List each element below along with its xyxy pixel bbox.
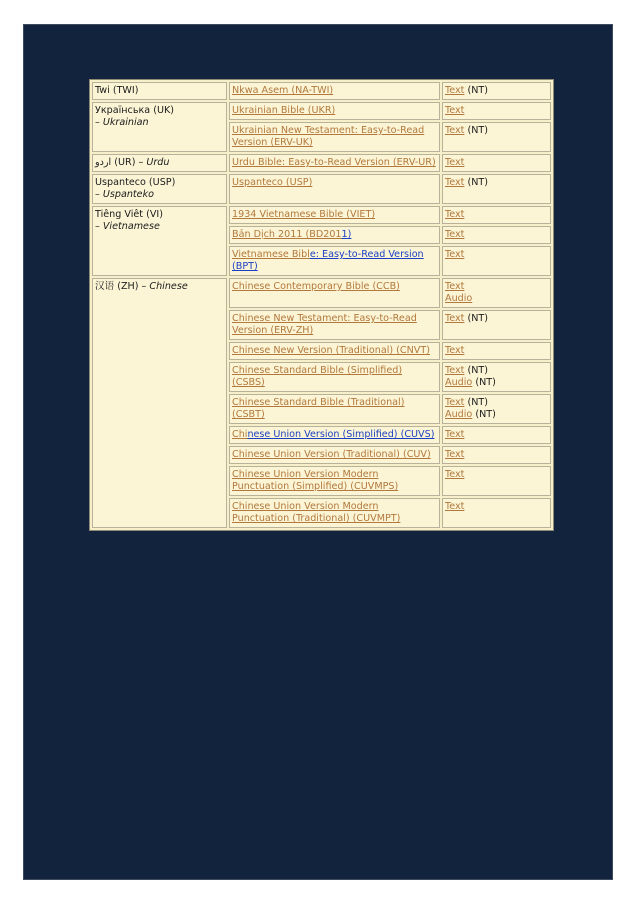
format-cell bbox=[442, 394, 551, 424]
nt-note: (NT) bbox=[464, 125, 488, 136]
text-link[interactable]: Text bbox=[445, 157, 465, 168]
version-link[interactable]: Chinese New Testament: Easy-to-Read Version (ERV-ZH) bbox=[232, 313, 417, 336]
language-cell bbox=[92, 278, 227, 528]
text-link[interactable]: Text bbox=[445, 177, 465, 188]
version-link-tail[interactable]: 1) bbox=[341, 229, 352, 240]
version-link[interactable]: Urdu Bible: Easy-to-Read Version (ERV-UR) bbox=[232, 157, 436, 168]
version-cell bbox=[229, 394, 440, 424]
format-cell bbox=[442, 246, 551, 276]
text-link[interactable]: Text bbox=[445, 85, 465, 96]
version-cell bbox=[229, 82, 440, 100]
format-cell bbox=[442, 82, 551, 100]
version-link-tail[interactable]: e: Easy-to-Read Version (BPT) bbox=[232, 249, 424, 272]
format-cell bbox=[442, 426, 551, 444]
nt-note: (NT) bbox=[472, 409, 496, 420]
language-cell bbox=[92, 174, 227, 204]
audio-link[interactable]: Audio bbox=[445, 293, 473, 304]
format-cell bbox=[442, 498, 551, 528]
version-link[interactable]: Chinese New Version (Traditional) (CNVT) bbox=[232, 345, 430, 356]
version-cell bbox=[229, 498, 440, 528]
language-english: Urdu bbox=[146, 157, 170, 168]
language-english: – Vietnamese bbox=[95, 221, 160, 232]
language-native-name: اردو bbox=[95, 157, 112, 168]
language-cell bbox=[92, 206, 227, 276]
text-link[interactable]: Text bbox=[445, 249, 465, 260]
version-link[interactable]: 1934 Vietnamese Bible (VIET) bbox=[232, 209, 376, 220]
version-link[interactable]: Uspanteco (USP) bbox=[232, 177, 313, 188]
version-cell bbox=[229, 226, 440, 244]
table-row bbox=[92, 154, 551, 172]
language-name: 汉语 (ZH) – bbox=[95, 281, 150, 292]
format-cell bbox=[442, 154, 551, 172]
format-cell bbox=[442, 446, 551, 464]
bible-versions-table bbox=[89, 79, 554, 531]
version-link[interactable]: Ukrainian Bible (UKR) bbox=[232, 105, 336, 116]
nt-note: (NT) bbox=[472, 377, 496, 388]
table-row bbox=[92, 174, 551, 204]
format-cell bbox=[442, 206, 551, 224]
format-cell bbox=[442, 278, 551, 308]
text-link[interactable]: Text bbox=[445, 449, 465, 460]
version-link[interactable]: Chinese Standard Bible (Simplified) (CSBS) bbox=[232, 365, 403, 388]
version-cell bbox=[229, 206, 440, 224]
version-cell bbox=[229, 246, 440, 276]
version-cell bbox=[229, 310, 440, 340]
version-link[interactable]: Nkwa Asem (NA-TWI) bbox=[232, 85, 334, 96]
nt-note: (NT) bbox=[464, 365, 488, 376]
version-link[interactable]: Chinese Union Version Modern Punctuation (Simplified) (CUVMPS) bbox=[232, 469, 399, 492]
language-name: Twi (TWI) bbox=[95, 85, 139, 96]
version-cell bbox=[229, 174, 440, 204]
table-row bbox=[92, 102, 551, 120]
table-row bbox=[92, 206, 551, 224]
format-cell bbox=[442, 226, 551, 244]
language-name: Українська (UK) bbox=[95, 105, 174, 116]
language-cell bbox=[92, 82, 227, 100]
nt-note: (NT) bbox=[464, 313, 488, 324]
format-cell bbox=[442, 362, 551, 392]
language-name: Tiêng Viêt (VI) bbox=[95, 209, 163, 220]
version-link[interactable]: Chi bbox=[232, 429, 248, 440]
language-english: – Uspanteko bbox=[95, 189, 155, 200]
version-link[interactable]: Chinese Contemporary Bible (CCB) bbox=[232, 281, 400, 292]
nt-note: (NT) bbox=[464, 177, 488, 188]
text-link[interactable]: Text bbox=[445, 125, 465, 136]
nt-note: (NT) bbox=[464, 85, 488, 96]
audio-link[interactable]: Audio bbox=[445, 377, 473, 388]
text-link[interactable]: Text bbox=[445, 209, 465, 220]
format-cell bbox=[442, 174, 551, 204]
version-cell bbox=[229, 466, 440, 496]
text-link[interactable]: Text bbox=[445, 429, 465, 440]
text-link[interactable]: Text bbox=[445, 281, 465, 292]
version-cell bbox=[229, 362, 440, 392]
language-cell bbox=[92, 102, 227, 152]
language-cell bbox=[92, 154, 227, 172]
language-english: Chinese bbox=[149, 281, 188, 292]
text-link[interactable]: Text bbox=[445, 469, 465, 480]
version-link-tail[interactable]: nese Union Version (Simplified) (CUVS) bbox=[247, 429, 435, 440]
text-link[interactable]: Text bbox=[445, 345, 465, 356]
audio-link[interactable]: Audio bbox=[445, 409, 473, 420]
nt-note: (NT) bbox=[464, 397, 488, 408]
version-link[interactable]: Bản Dịch 2011 (BD201 bbox=[232, 229, 342, 240]
text-link[interactable]: Text bbox=[445, 105, 465, 116]
version-cell bbox=[229, 342, 440, 360]
text-link[interactable]: Text bbox=[445, 397, 465, 408]
version-cell bbox=[229, 122, 440, 152]
version-cell bbox=[229, 426, 440, 444]
language-name: (UR) – bbox=[111, 157, 147, 168]
language-name: Uspanteco (USP) bbox=[95, 177, 176, 188]
version-cell bbox=[229, 102, 440, 120]
table-row bbox=[92, 82, 551, 100]
table-row bbox=[92, 278, 551, 308]
format-cell bbox=[442, 310, 551, 340]
version-link[interactable]: Chinese Union Version (Traditional) (CUV) bbox=[232, 449, 431, 460]
version-link[interactable]: Chinese Union Version Modern Punctuation (Traditional) (CUVMPT) bbox=[232, 501, 401, 524]
version-cell bbox=[229, 278, 440, 308]
version-link[interactable]: Vietnamese Bibl bbox=[232, 249, 310, 260]
version-cell bbox=[229, 446, 440, 464]
version-link[interactable]: Chinese Standard Bible (Traditional) (CSBT) bbox=[232, 397, 405, 420]
format-cell bbox=[442, 122, 551, 152]
language-english: – Ukrainian bbox=[95, 117, 149, 128]
format-cell bbox=[442, 466, 551, 496]
format-cell bbox=[442, 102, 551, 120]
format-cell bbox=[442, 342, 551, 360]
version-cell bbox=[229, 154, 440, 172]
text-link[interactable]: Text bbox=[445, 229, 465, 240]
text-link[interactable]: Text bbox=[445, 313, 465, 324]
version-link[interactable]: Ukrainian New Testament: Easy-to-Read Version (ERV-UK) bbox=[232, 125, 425, 148]
text-link[interactable]: Text bbox=[445, 501, 465, 512]
text-link[interactable]: Text bbox=[445, 365, 465, 376]
